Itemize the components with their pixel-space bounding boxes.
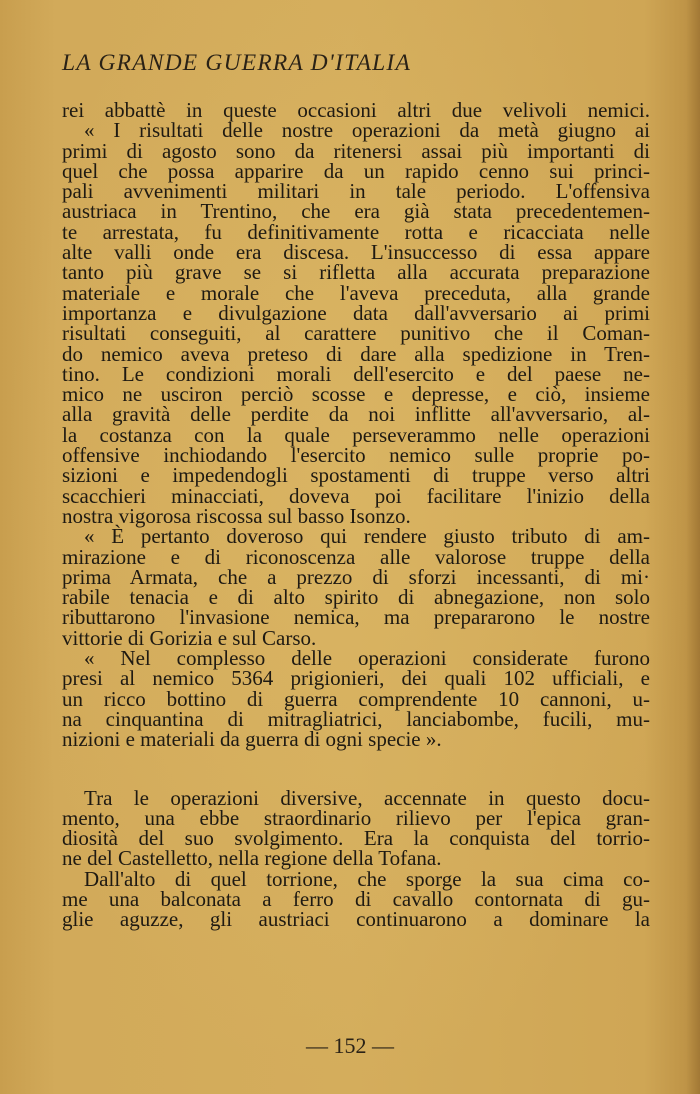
text-line: Dall'alto di quel torrione, che sporge la sua cima co-	[84, 866, 650, 891]
text-line: ne del Castelletto, nella regione della Tofana.	[62, 846, 442, 871]
text-line: « Nel complesso delle operazioni considerate furono	[84, 646, 650, 671]
text-line: te arrestata, fu definitivamente rotta e ricacciata nelle	[62, 219, 650, 244]
text-line: materiale e morale che l'aveva preceduta, alla grande	[62, 280, 650, 305]
text-line: « È pertanto doveroso qui rendere giusto tributo di am-	[84, 524, 650, 549]
text-line: la costanza con la quale perseverammo nelle operazioni	[62, 422, 650, 447]
text-line: sizioni e impedendogli spostamenti di truppe verso altri	[62, 463, 650, 488]
running-head: LA GRANDE GUERRA D'ITALIA	[62, 50, 411, 76]
text-line: alte valli onde era discesa. L'insuccesso di essa appare	[62, 240, 650, 265]
text-line: diosità del suo svolgimento. Era la conquista del torrio-	[62, 826, 650, 851]
text-line: rabile tenacia e di alto spirito di abnegazione, non solo	[62, 585, 650, 610]
text-line: nizioni e materiali da guerra di ogni specie ».	[62, 727, 442, 752]
text-line: scacchieri minacciati, doveva poi facilitare l'inizio della	[62, 483, 650, 508]
text-line: na cinquantina di mitragliatrici, lanciabombe, fucili, mu-	[62, 706, 650, 731]
text-line: ributtarono l'invasione nemica, ma prepararono le nostre	[62, 605, 650, 630]
page-number: — 152 —	[306, 1033, 394, 1058]
text-line: presi al nemico 5364 prigionieri, dei quali 102 ufficiali, e	[62, 666, 650, 691]
text-line: un ricco bottino di guerra comprendente 10 cannoni, u-	[62, 686, 650, 711]
section-gap	[62, 750, 650, 788]
text-line: mento, una ebbe straordinario rilievo per l'epica gran-	[62, 805, 650, 830]
text-line: austriaca in Trentino, che era già stata precedentemen-	[62, 199, 650, 224]
text-line: tino. Le condizioni morali dell'esercito e del paese ne-	[62, 361, 650, 386]
text-line: mico ne usciron perciò scosse e depresse, e ciò, insieme	[62, 382, 650, 407]
page-edge-shadow	[686, 0, 700, 1094]
text-line: quel che possa apparire da un rapido cenno sui princi-	[62, 158, 650, 183]
text-line: pali avvenimenti militari in tale periodo. L'offensiva	[62, 179, 650, 204]
text-line: nostra vigorosa riscossa sul basso Isonzo.	[62, 503, 411, 528]
text-line: importanza e divulgazione data dall'avversario ai primi	[62, 300, 650, 325]
text-line: prima Armata, che a prezzo di sforzi incessanti, di mi·	[62, 564, 650, 589]
text-line: me una balconata a ferro di cavallo contornata di gu-	[62, 886, 650, 911]
text-line: tanto più grave se si rifletta alla accurata preparazione	[62, 260, 650, 285]
text-line: mirazione e di riconoscenza alle valorose truppe della	[62, 544, 650, 569]
text-line: vittorie di Gorizia e sul Carso.	[62, 625, 317, 650]
text-line: alla gravità delle perdite da noi inflitte all'avversario, al-	[62, 402, 650, 427]
text-line: risultati conseguiti, al carattere punitivo che il Coman-	[62, 321, 650, 346]
text-line: Tra le operazioni diversive, accennate in questo docu-	[84, 785, 650, 810]
text-line: rei abbattè in queste occasioni altri due velivoli nemici.	[62, 98, 650, 122]
text-line: glie aguzze, gli austriaci continuarono a dominare la	[62, 907, 650, 932]
text-line: primi di agosto sono da ritenersi assai più importanti di	[62, 138, 650, 163]
text-line: « I risultati delle nostre operazioni da metà giugno ai	[84, 118, 650, 143]
text-line: offensive inchiodando l'esercito nemico sulle proprie po-	[62, 443, 650, 468]
body-text	[62, 100, 650, 930]
text-line: do nemico aveva preteso di dare alla spedizione in Tren-	[62, 341, 650, 366]
